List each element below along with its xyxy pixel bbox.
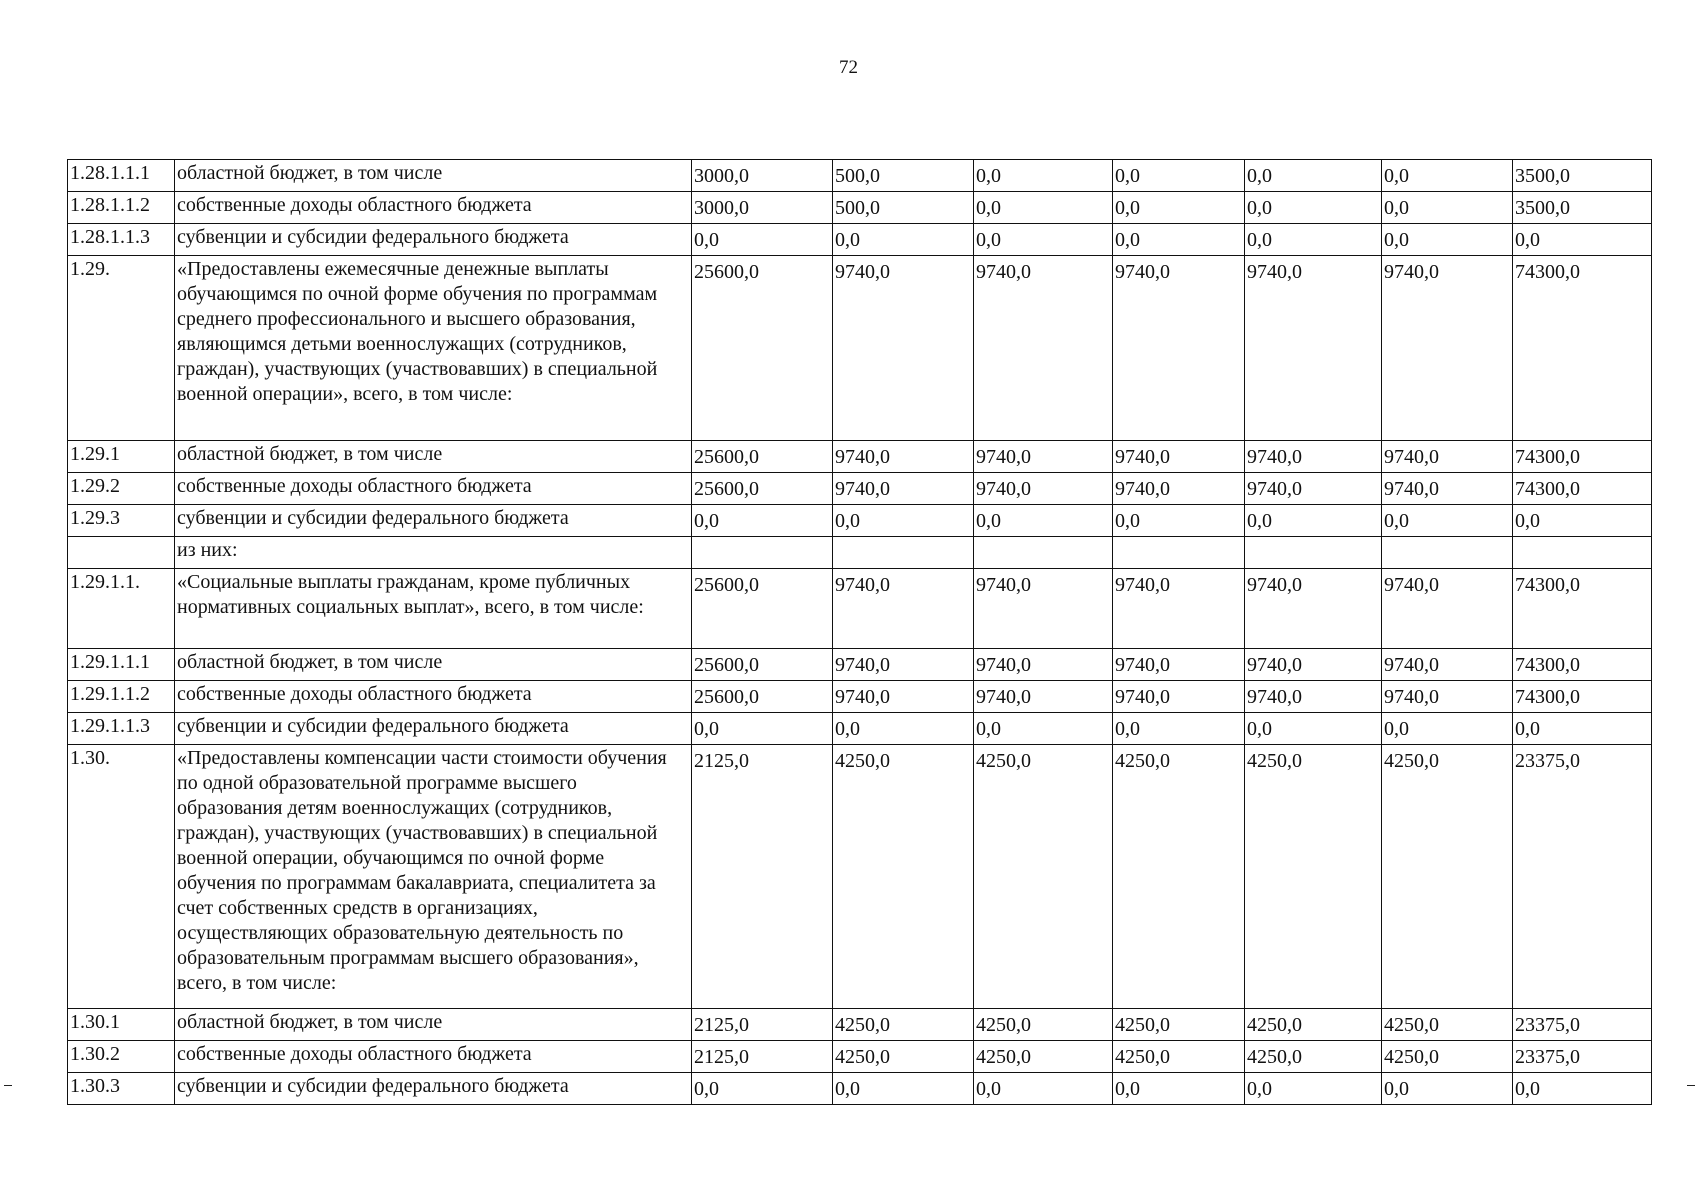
row-value: 9740,0 bbox=[1113, 473, 1245, 505]
row-value: 25600,0 bbox=[692, 649, 833, 681]
row-name: субвенции и субсидии федерального бюджета bbox=[175, 505, 692, 537]
row-value: 0,0 bbox=[974, 1073, 1113, 1105]
row-value: 74300,0 bbox=[1513, 569, 1652, 649]
row-value: 74300,0 bbox=[1513, 681, 1652, 713]
row-name: «Предоставлены компенсации части стоимости обучения по одной образовательной программе высшего образования детям военнослужащих (сотрудников, граждан), участвующих (участвовавших) в специальной военной операции, обучающимся по очной форме обучения по программам бакалавриата, специалитета за счет собственных средств в организациях, осуществляющих образовательную деятельность по образовательным программам высшего образования», всего, в том числе: bbox=[175, 745, 692, 1009]
row-value: 0,0 bbox=[1245, 713, 1382, 745]
row-code bbox=[68, 537, 175, 569]
row-name: собственные доходы областного бюджета bbox=[175, 1041, 692, 1073]
row-code: 1.28.1.1.2 bbox=[68, 192, 175, 224]
row-name: «Социальные выплаты гражданам, кроме публичных нормативных социальных выплат», всего, в том числе: bbox=[175, 569, 692, 649]
row-code: 1.30.2 bbox=[68, 1041, 175, 1073]
right-edge-mark bbox=[1687, 1085, 1695, 1086]
row-value: 500,0 bbox=[833, 192, 974, 224]
row-value: 0,0 bbox=[1113, 713, 1245, 745]
row-value: 0,0 bbox=[1113, 224, 1245, 256]
row-value: 3500,0 bbox=[1513, 192, 1652, 224]
row-value: 0,0 bbox=[1245, 160, 1382, 192]
row-value: 3000,0 bbox=[692, 160, 833, 192]
table-row bbox=[68, 745, 1652, 1009]
row-value: 9740,0 bbox=[1382, 441, 1513, 473]
row-name: областной бюджет, в том числе bbox=[175, 649, 692, 681]
row-value: 25600,0 bbox=[692, 441, 833, 473]
row-value: 0,0 bbox=[1382, 505, 1513, 537]
row-code: 1.30.3 bbox=[68, 1073, 175, 1105]
table-body bbox=[68, 160, 1652, 1105]
row-value: 0,0 bbox=[1382, 192, 1513, 224]
row-value: 9740,0 bbox=[1382, 569, 1513, 649]
row-name: субвенции и субсидии федерального бюджета bbox=[175, 713, 692, 745]
row-value: 25600,0 bbox=[692, 681, 833, 713]
row-value: 4250,0 bbox=[974, 1041, 1113, 1073]
row-code: 1.29. bbox=[68, 256, 175, 441]
row-value: 4250,0 bbox=[1245, 1041, 1382, 1073]
row-value: 9740,0 bbox=[1113, 681, 1245, 713]
table-row bbox=[68, 441, 1652, 473]
row-value: 9740,0 bbox=[833, 569, 974, 649]
table-row bbox=[68, 473, 1652, 505]
row-name: субвенции и субсидии федерального бюджета bbox=[175, 224, 692, 256]
row-value: 4250,0 bbox=[1382, 745, 1513, 1009]
table-row bbox=[68, 1041, 1652, 1073]
row-code: 1.29.1.1. bbox=[68, 569, 175, 649]
row-value: 9740,0 bbox=[1382, 649, 1513, 681]
row-value: 0,0 bbox=[1245, 1073, 1382, 1105]
row-value: 0,0 bbox=[1382, 224, 1513, 256]
row-value bbox=[833, 537, 974, 569]
row-value: 9740,0 bbox=[1245, 681, 1382, 713]
row-value: 23375,0 bbox=[1513, 1041, 1652, 1073]
left-edge-mark bbox=[4, 1085, 12, 1086]
row-value bbox=[974, 537, 1113, 569]
row-value: 0,0 bbox=[1245, 505, 1382, 537]
row-value: 4250,0 bbox=[1113, 1041, 1245, 1073]
row-code: 1.28.1.1.1 bbox=[68, 160, 175, 192]
row-value: 3000,0 bbox=[692, 192, 833, 224]
row-value: 4250,0 bbox=[1113, 745, 1245, 1009]
row-name: из них: bbox=[175, 537, 692, 569]
table-row bbox=[68, 1073, 1652, 1105]
row-name: областной бюджет, в том числе bbox=[175, 441, 692, 473]
row-value: 0,0 bbox=[692, 224, 833, 256]
row-value: 0,0 bbox=[833, 1073, 974, 1105]
row-value: 9740,0 bbox=[974, 681, 1113, 713]
row-value: 9740,0 bbox=[1382, 256, 1513, 441]
row-value: 4250,0 bbox=[833, 1041, 974, 1073]
row-value: 0,0 bbox=[974, 713, 1113, 745]
row-value: 0,0 bbox=[692, 1073, 833, 1105]
row-value: 0,0 bbox=[974, 160, 1113, 192]
row-name: собственные доходы областного бюджета bbox=[175, 681, 692, 713]
row-name: областной бюджет, в том числе bbox=[175, 160, 692, 192]
table-row bbox=[68, 713, 1652, 745]
row-value: 9740,0 bbox=[1113, 441, 1245, 473]
row-value: 9740,0 bbox=[974, 569, 1113, 649]
row-value: 9740,0 bbox=[833, 256, 974, 441]
row-value: 0,0 bbox=[1513, 713, 1652, 745]
row-value: 9740,0 bbox=[833, 473, 974, 505]
row-value: 4250,0 bbox=[1245, 745, 1382, 1009]
row-name: собственные доходы областного бюджета bbox=[175, 192, 692, 224]
row-value: 9740,0 bbox=[974, 256, 1113, 441]
row-value: 0,0 bbox=[1113, 160, 1245, 192]
row-value: 3500,0 bbox=[1513, 160, 1652, 192]
budget-table bbox=[67, 159, 1652, 1105]
row-value bbox=[1113, 537, 1245, 569]
row-value: 0,0 bbox=[974, 505, 1113, 537]
row-name: собственные доходы областного бюджета bbox=[175, 473, 692, 505]
row-value: 4250,0 bbox=[974, 745, 1113, 1009]
row-value: 0,0 bbox=[833, 224, 974, 256]
row-name: субвенции и субсидии федерального бюджета bbox=[175, 1073, 692, 1105]
row-value: 0,0 bbox=[1513, 505, 1652, 537]
row-value: 0,0 bbox=[1245, 192, 1382, 224]
row-value: 4250,0 bbox=[1245, 1009, 1382, 1041]
row-value: 23375,0 bbox=[1513, 1009, 1652, 1041]
row-code: 1.29.1.1.2 bbox=[68, 681, 175, 713]
row-code: 1.29.2 bbox=[68, 473, 175, 505]
row-value: 500,0 bbox=[833, 160, 974, 192]
row-value: 9740,0 bbox=[974, 473, 1113, 505]
row-value: 4250,0 bbox=[1382, 1041, 1513, 1073]
row-value: 25600,0 bbox=[692, 569, 833, 649]
row-value: 9740,0 bbox=[1113, 256, 1245, 441]
row-value: 9740,0 bbox=[833, 681, 974, 713]
row-value: 2125,0 bbox=[692, 1009, 833, 1041]
table-row bbox=[68, 569, 1652, 649]
row-value: 0,0 bbox=[833, 713, 974, 745]
table-row bbox=[68, 160, 1652, 192]
table-row bbox=[68, 505, 1652, 537]
row-value: 9740,0 bbox=[1113, 569, 1245, 649]
row-value: 0,0 bbox=[1113, 505, 1245, 537]
row-value: 9740,0 bbox=[1245, 649, 1382, 681]
row-value: 74300,0 bbox=[1513, 473, 1652, 505]
table-row bbox=[68, 224, 1652, 256]
row-value: 74300,0 bbox=[1513, 256, 1652, 441]
row-code: 1.29.1 bbox=[68, 441, 175, 473]
row-value: 0,0 bbox=[1382, 713, 1513, 745]
row-code: 1.29.1.1.1 bbox=[68, 649, 175, 681]
row-value: 9740,0 bbox=[1245, 473, 1382, 505]
row-name: «Предоставлены ежемесячные денежные выплаты обучающимся по очной форме обучения по программам среднего профессионального и высшего образования, являющимся детьми военнослужащих (сотрудников, граждан), участвующих (участвовавших) в специальной военной операции», всего, в том числе: bbox=[175, 256, 692, 441]
row-value: 9740,0 bbox=[1382, 681, 1513, 713]
table-row bbox=[68, 1009, 1652, 1041]
row-code: 1.29.1.1.3 bbox=[68, 713, 175, 745]
row-value: 25600,0 bbox=[692, 256, 833, 441]
row-value bbox=[692, 537, 833, 569]
row-value: 0,0 bbox=[692, 505, 833, 537]
row-value: 0,0 bbox=[1382, 1073, 1513, 1105]
row-value: 2125,0 bbox=[692, 745, 833, 1009]
row-value: 9740,0 bbox=[1245, 441, 1382, 473]
row-value: 4250,0 bbox=[974, 1009, 1113, 1041]
table-row bbox=[68, 192, 1652, 224]
row-value: 4250,0 bbox=[833, 1009, 974, 1041]
row-value: 25600,0 bbox=[692, 473, 833, 505]
row-value: 9740,0 bbox=[1245, 256, 1382, 441]
row-value: 9740,0 bbox=[1113, 649, 1245, 681]
row-value: 4250,0 bbox=[1382, 1009, 1513, 1041]
row-value: 9740,0 bbox=[1245, 569, 1382, 649]
table-row bbox=[68, 649, 1652, 681]
row-name: областной бюджет, в том числе bbox=[175, 1009, 692, 1041]
row-code: 1.29.3 bbox=[68, 505, 175, 537]
row-value: 4250,0 bbox=[1113, 1009, 1245, 1041]
row-value: 0,0 bbox=[1113, 192, 1245, 224]
table-row bbox=[68, 256, 1652, 441]
row-value: 0,0 bbox=[1513, 224, 1652, 256]
row-value: 0,0 bbox=[974, 224, 1113, 256]
row-value: 74300,0 bbox=[1513, 441, 1652, 473]
table-row bbox=[68, 681, 1652, 713]
row-value: 9740,0 bbox=[974, 441, 1113, 473]
row-value: 0,0 bbox=[974, 192, 1113, 224]
row-value: 0,0 bbox=[1245, 224, 1382, 256]
row-value: 2125,0 bbox=[692, 1041, 833, 1073]
row-value: 0,0 bbox=[1513, 1073, 1652, 1105]
row-value: 0,0 bbox=[1382, 160, 1513, 192]
row-value: 9740,0 bbox=[833, 441, 974, 473]
row-value: 0,0 bbox=[1113, 1073, 1245, 1105]
row-code: 1.30.1 bbox=[68, 1009, 175, 1041]
table-row bbox=[68, 537, 1652, 569]
row-value: 4250,0 bbox=[833, 745, 974, 1009]
row-value bbox=[1382, 537, 1513, 569]
row-value bbox=[1245, 537, 1382, 569]
row-code: 1.28.1.1.3 bbox=[68, 224, 175, 256]
row-value: 9740,0 bbox=[833, 649, 974, 681]
row-value: 9740,0 bbox=[974, 649, 1113, 681]
row-value: 23375,0 bbox=[1513, 745, 1652, 1009]
row-value bbox=[1513, 537, 1652, 569]
row-code: 1.30. bbox=[68, 745, 175, 1009]
row-value: 9740,0 bbox=[1382, 473, 1513, 505]
page-number: 72 bbox=[839, 57, 858, 78]
row-value: 0,0 bbox=[692, 713, 833, 745]
row-value: 0,0 bbox=[833, 505, 974, 537]
row-value: 74300,0 bbox=[1513, 649, 1652, 681]
